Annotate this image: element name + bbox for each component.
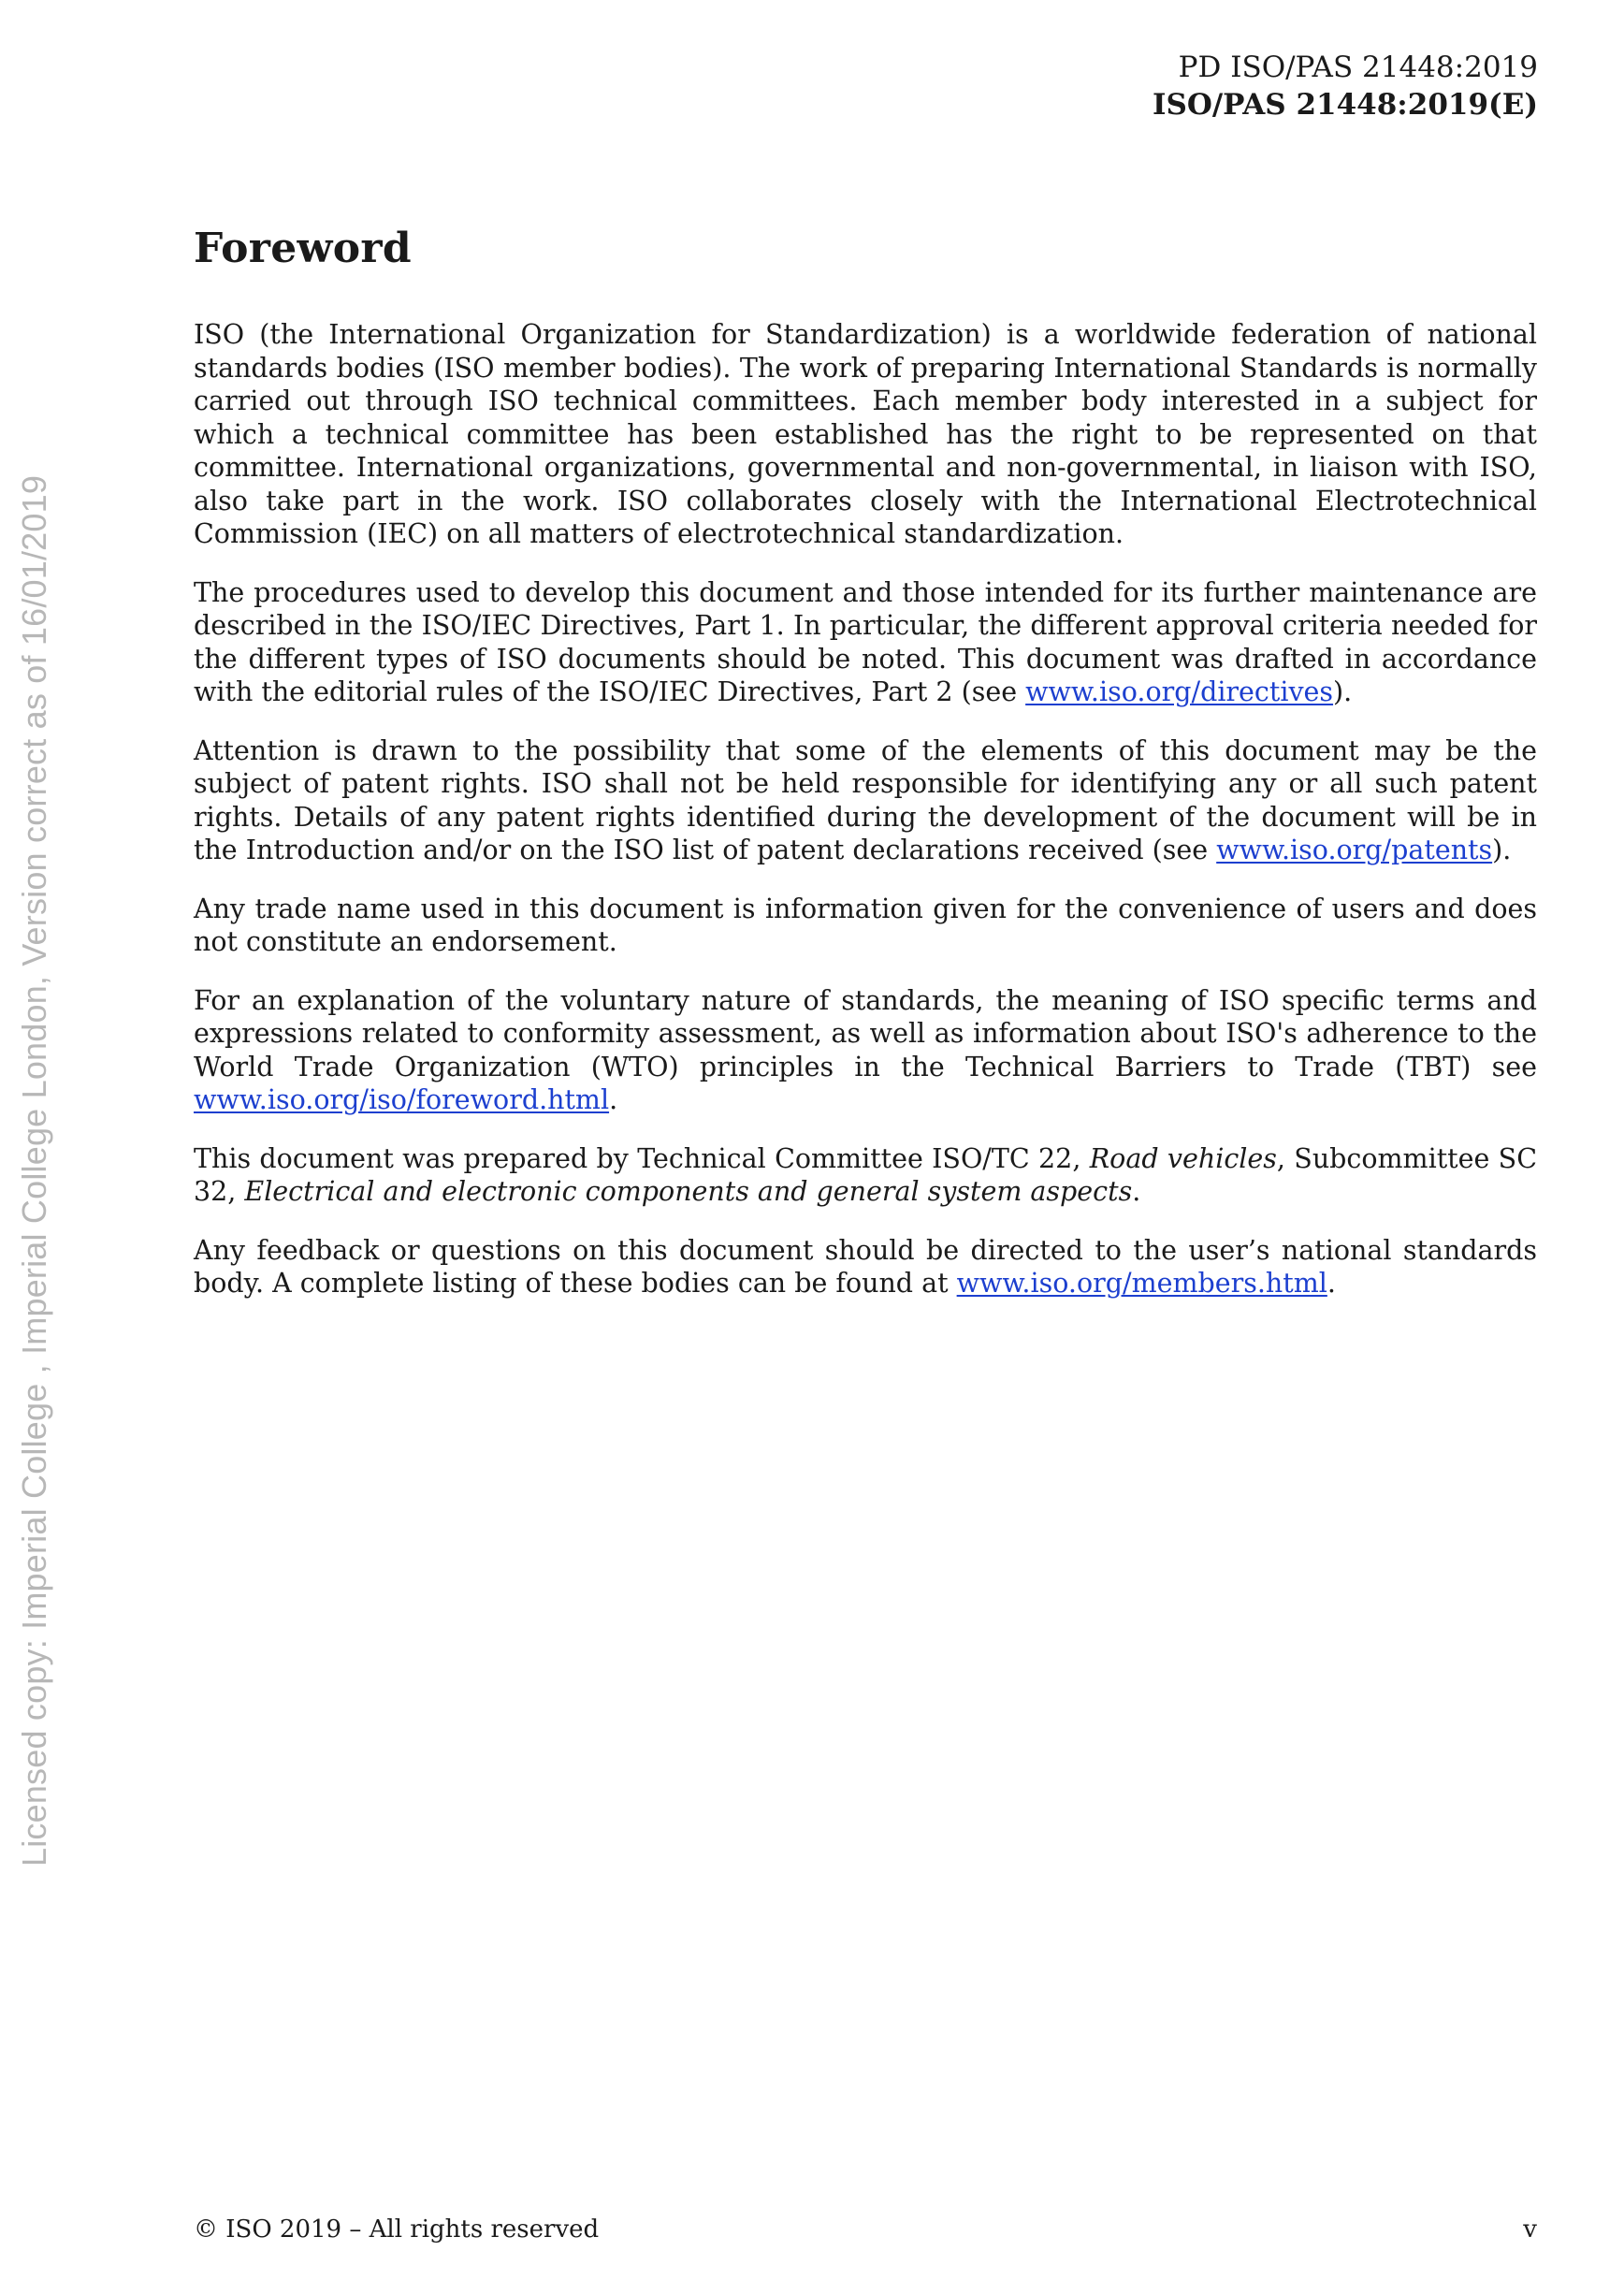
paragraph-text: . — [1132, 1176, 1141, 1207]
paragraph-text: ). — [1333, 676, 1353, 707]
document-reference-national: PD ISO/PAS 21448:2019 — [1178, 51, 1538, 84]
paragraph-feedback — [194, 1234, 1537, 1300]
foreword-link[interactable]: www.iso.org/iso/foreword.html — [194, 1084, 610, 1115]
paragraph-voluntary-nature — [194, 984, 1537, 1117]
paragraph-text: . — [1327, 1268, 1336, 1299]
subcommittee-title: Electrical and electronic components and general system aspects — [244, 1176, 1133, 1207]
paragraph-patent-rights — [194, 734, 1537, 867]
paragraph-trade-name: Any trade name used in this document is information given for the convenience of users and does not constitute an endorsement. — [194, 893, 1537, 957]
paragraph-text: ). — [1492, 835, 1512, 865]
document-reference-iso: ISO/PAS 21448:2019(E) — [1152, 88, 1538, 122]
committee-title: Road vehicles — [1089, 1142, 1277, 1174]
paragraph-text: The procedures used to develop this document and those intended for its further maintenance are described in the ISO/IEC Directives, Part 1. In particular, the different approval criteria needed for the different types of ISO documents should be noted. This document was drafted in accordance with the editorial rules of the ISO/IEC Directives, Part 2 (see — [194, 576, 1537, 707]
paragraph-procedures — [194, 576, 1537, 709]
paragraph-text: , Subcommittee SC 32, — [194, 1142, 1537, 1207]
members-link[interactable]: www.iso.org/members.html — [956, 1268, 1327, 1299]
paragraph-iso-overview: ISO (the International Organization for Standardization) is a worldwide federation of national standards bodies (ISO member bodies). The work of preparing International Standards is normally carried out through ISO technical committees. Each member body interested in a subject for which a technical committee has been established has the right to be represented on that committee. International organizations, governmental and non-governmental, in liaison with ISO, also take part in the work. ISO collaborates closely with the International Electrotechnical Commission (IEC) on all matters of electrotechnical standardization. — [194, 319, 1537, 549]
paragraph-text: This document was prepared by Technical Committee ISO/TC 22, — [194, 1142, 1090, 1174]
license-watermark: Licensed copy: Imperial College , Imperial College London, Version correct as of 16/01/2019 — [15, 474, 53, 1867]
page-number: v — [1523, 2215, 1537, 2244]
foreword-body — [194, 318, 1537, 1326]
paragraph-text: For an explanation of the voluntary nature of standards, the meaning of ISO specific terms and expressions related to conformity assessment, as well as information about ISO's adherence to the World Trade Organization (WTO) principles in the Technical Barriers to Trade (TBT) see — [194, 984, 1537, 1082]
copyright-notice: © ISO 2019 – All rights reserved — [194, 2215, 600, 2244]
document-header — [1153, 49, 1538, 123]
patents-link[interactable]: www.iso.org/patents — [1216, 835, 1493, 865]
paragraph-text: Any feedback or questions on this document should be directed to the user’s national standards body. A complete listing of these bodies can be found at — [194, 1234, 1537, 1299]
paragraph-text: . — [609, 1084, 618, 1115]
page-title: Foreword — [194, 225, 412, 272]
directives-link[interactable]: www.iso.org/directives — [1025, 676, 1334, 707]
paragraph-committee — [194, 1142, 1537, 1209]
paragraph-text: Attention is drawn to the possibility that some of the elements of this document may be the subject of patent rights. ISO shall not be held responsible for identifying any or all such patent rights. Details of any patent rights identified during the development of the document will be in the Introduction and/or on the ISO list of patent declarations received (see — [194, 734, 1537, 865]
